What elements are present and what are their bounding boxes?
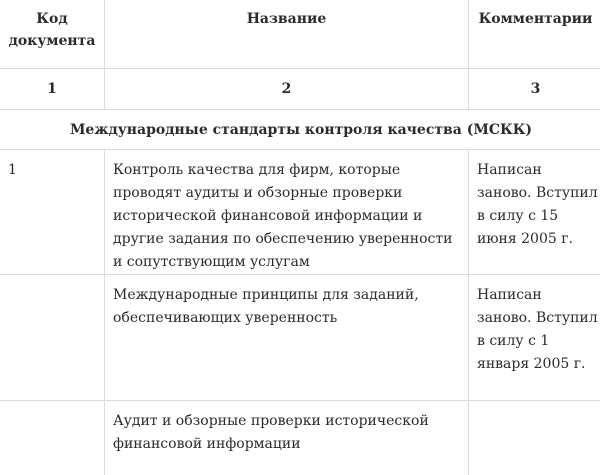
table-header-row xyxy=(0,0,600,69)
row-name: Контроль качества для фирм, которые проводят аудиты и обзорные проверки исторической финансовой информации и другие задания по обеспечению уверенности и сопутствующим услугам xyxy=(105,150,469,275)
column-number-1: 1 xyxy=(0,69,105,110)
table-row xyxy=(0,150,600,275)
row-code xyxy=(0,275,105,401)
header-comment: Комментарии xyxy=(469,0,600,69)
row-code xyxy=(0,401,105,475)
header-code: Код документа xyxy=(0,0,105,69)
column-number-2: 2 xyxy=(105,69,469,110)
row-comment: Написан заново. Вступил в силу с 1 января 2005 г. xyxy=(469,275,600,401)
header-name: Название xyxy=(105,0,469,69)
section-title: Международные стандарты контроля качества (МСКК) xyxy=(0,110,600,150)
section-row xyxy=(0,110,600,150)
table-row xyxy=(0,401,600,475)
row-comment: Написан заново. Вступил в силу с 15 июня 2005 г. xyxy=(469,150,600,275)
table-row xyxy=(0,275,600,401)
row-code: 1 xyxy=(0,150,105,275)
column-number-row xyxy=(0,69,600,110)
row-name: Международные принципы для заданий, обеспечивающих уверенность xyxy=(105,275,469,401)
row-comment xyxy=(469,401,600,475)
column-number-3: 3 xyxy=(469,69,600,110)
row-name: Аудит и обзорные проверки исторической финансовой информации xyxy=(105,401,469,475)
